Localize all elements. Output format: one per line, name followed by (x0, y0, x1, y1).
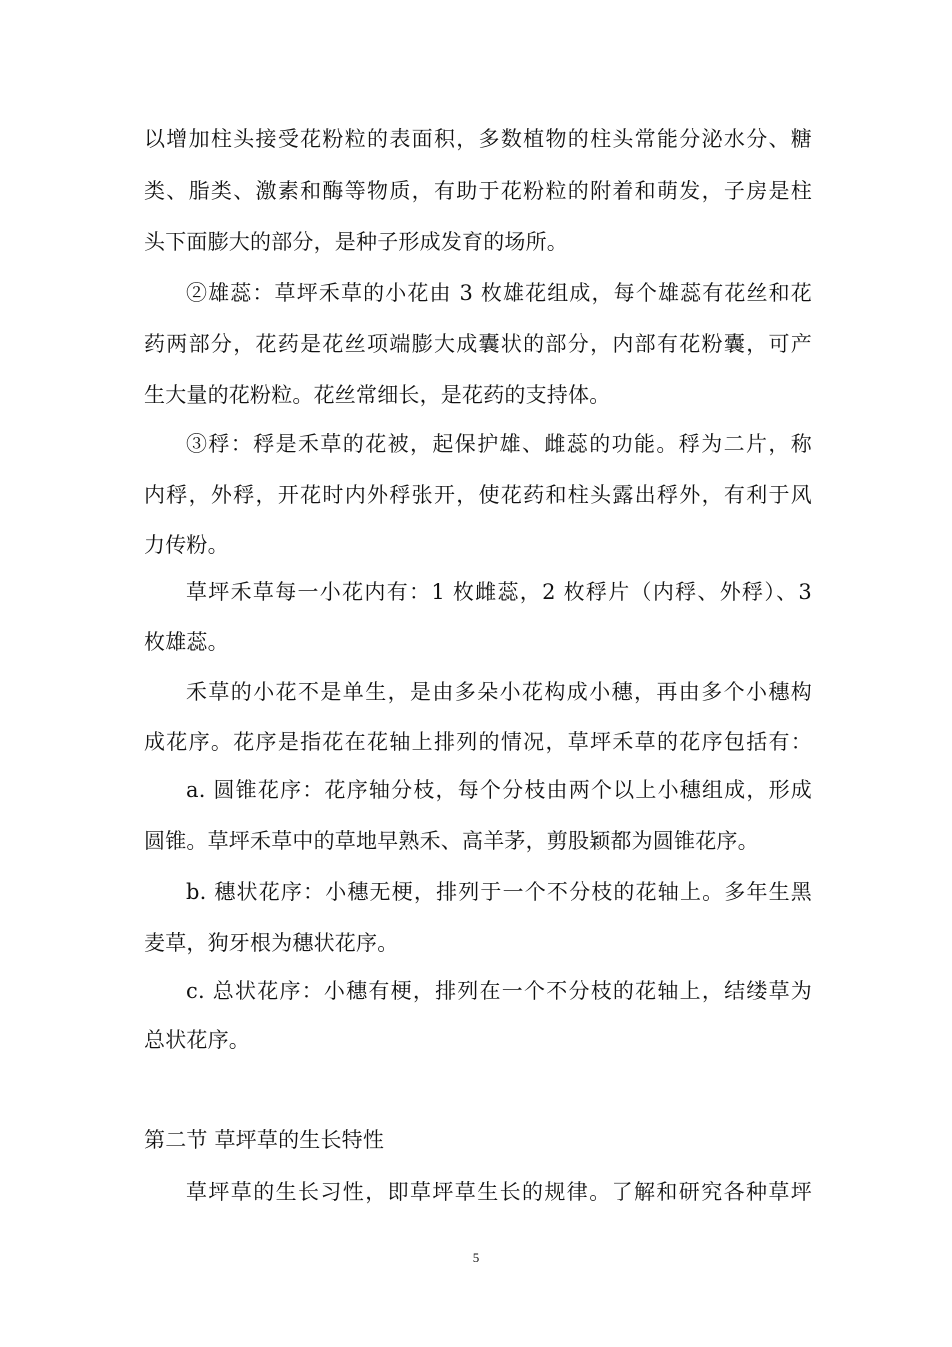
text-line: 麦草，狗牙根为穗状花序。 (144, 931, 399, 955)
text-line: ②雄蕊：草坪禾草的小花由 3 枚雄花组成，每个雄蕊有花丝和花 (186, 281, 812, 305)
page-number: 5 (472, 1250, 480, 1265)
text-line: c. 总状花序：小穗有梗，排列在一个不分枝的花轴上，结缕草为 (186, 979, 812, 1003)
text-line: 草坪草的生长习性，即草坪草生长的规律。了解和研究各种草坪 (186, 1180, 812, 1204)
text-line: a. 圆锥花序：花序轴分枝，每个分枝由两个以上小穗组成，形成 (186, 778, 812, 802)
text-line: 内稃，外稃，开花时内外稃张开，使花药和柱头露出稃外，有利于风 (144, 483, 812, 507)
text-line: 药两部分，花药是花丝项端膨大成囊状的部分，内部有花粉囊，可产 (144, 332, 812, 356)
text-line: 头下面膨大的部分，是种子形成发育的场所。 (144, 230, 568, 254)
text-line: 圆锥。草坪禾草中的草地早熟禾、高羊茅，剪股颖都为圆锥花序。 (144, 829, 759, 853)
text-line: b. 穗状花序：小穗无梗，排列于一个不分枝的花轴上。多年生黑 (186, 880, 812, 904)
text-line: ③稃：稃是禾草的花被，起保护雄、雌蕊的功能。稃为二片，称 (186, 432, 812, 456)
text-line: 力传粉。 (144, 533, 229, 557)
text-line: 枚雄蕊。 (144, 630, 229, 654)
text-line: 以增加柱头接受花粉粒的表面积，多数植物的柱头常能分泌水分、糖 (144, 127, 812, 151)
text-line: 生大量的花粉粒。花丝常细长，是花药的支持体。 (144, 383, 611, 407)
text-line: 成花序。花序是指花在花轴上排列的情况，草坪禾草的花序包括有： (144, 730, 812, 754)
text-line: 类、脂类、激素和酶等物质，有助于花粉粒的附着和萌发，子房是柱 (144, 179, 812, 203)
text-line: 总状花序。 (144, 1028, 250, 1052)
text-line: 草坪禾草每一小花内有：1 枚雌蕊，2 枚稃片（内稃、外稃）、3 (186, 580, 812, 604)
text-line: 禾草的小花不是单生，是由多朵小花构成小穗，再由多个小穗构 (186, 680, 812, 704)
section-heading: 第二节 草坪草的生长特性 (144, 1128, 385, 1152)
